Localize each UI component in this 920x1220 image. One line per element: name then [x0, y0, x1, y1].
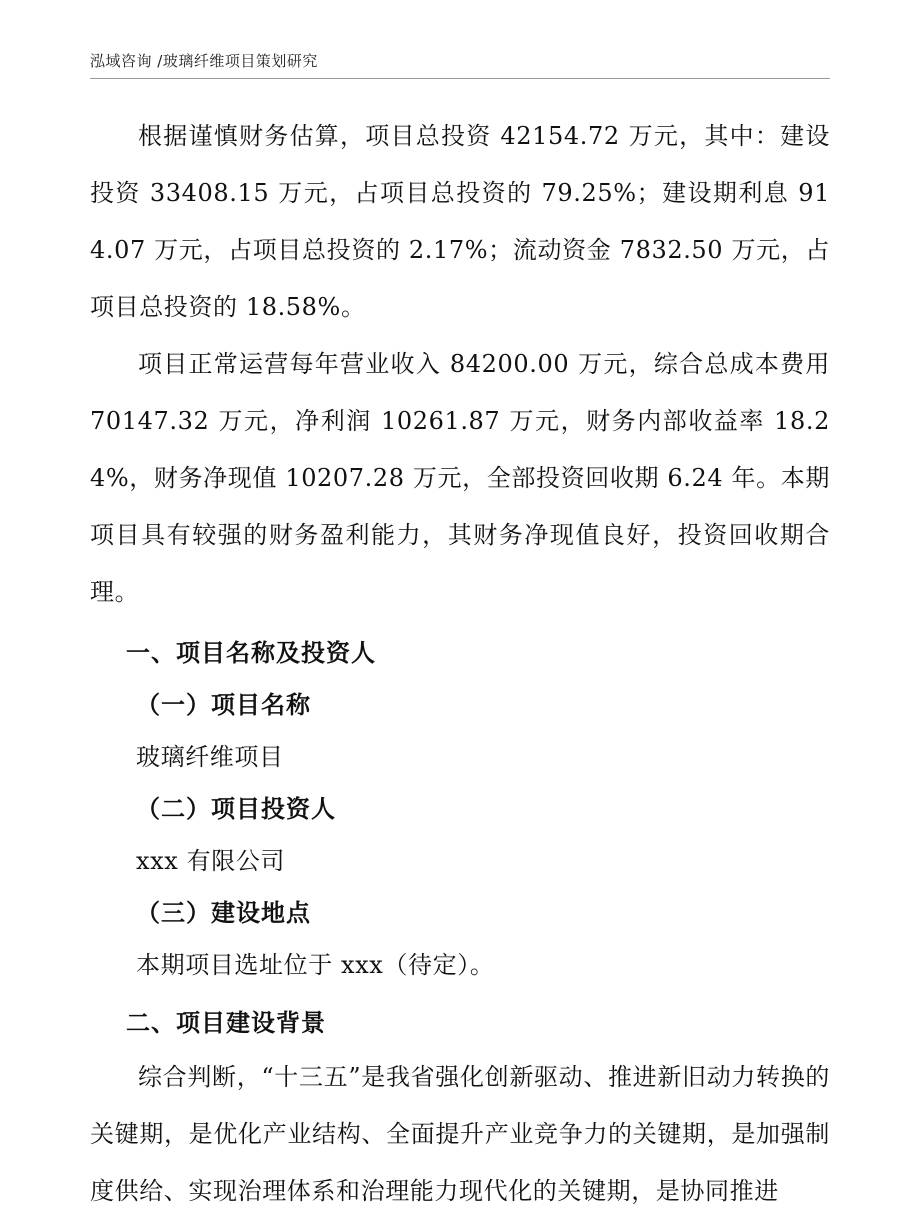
construction-site-value: 本期项目选址位于 xxx（待定）。: [136, 951, 495, 979]
subheading-construction-site: （三）建设地点: [136, 899, 311, 927]
project-name-value: 玻璃纤维项目: [136, 743, 284, 771]
subheading-project-name: （一）项目名称: [136, 691, 311, 719]
section-heading-project-name-investor: 一、项目名称及投资人: [126, 639, 376, 667]
project-investor-value: xxx 有限公司: [136, 847, 286, 875]
header-divider: [90, 78, 830, 79]
document-body: [90, 108, 830, 1220]
page-header: 泓域咨询 /玻璃纤维项目策划研究: [90, 52, 318, 70]
paragraph-investment-estimate: 根据谨慎财务估算，项目总投资 42154.72 万元，其中：建设投资 33408.15 万元，占项目总投资的 79.25%；建设期利息 914.07 万元，占项目总投资的 2.17%；流动资金 7832.50 万元，占项目总投资的 18.58%。: [90, 122, 830, 321]
paragraph-financial-performance: 项目正常运营每年营业收入 84200.00 万元，综合总成本费用 70147.32 万元，净利润 10261.87 万元，财务内部收益率 18.24%，财务净现值 10207.28 万元，全部投资回收期 6.24 年。本期项目具有较强的财务盈利能力，其财务净现值良好，投资回收期合理。: [90, 350, 830, 606]
paragraph-background: 综合判断，“十三五”是我省强化创新驱动、推进新旧动力转换的关键期，是优化产业结构、全面提升产业竞争力的关键期，是加强制度供给、实现治理体系和治理能力现代化的关键期，是协同推进: [90, 1063, 830, 1205]
subheading-project-investor: （二）项目投资人: [136, 795, 336, 823]
section-heading-project-background: 二、项目建设背景: [126, 1009, 326, 1037]
